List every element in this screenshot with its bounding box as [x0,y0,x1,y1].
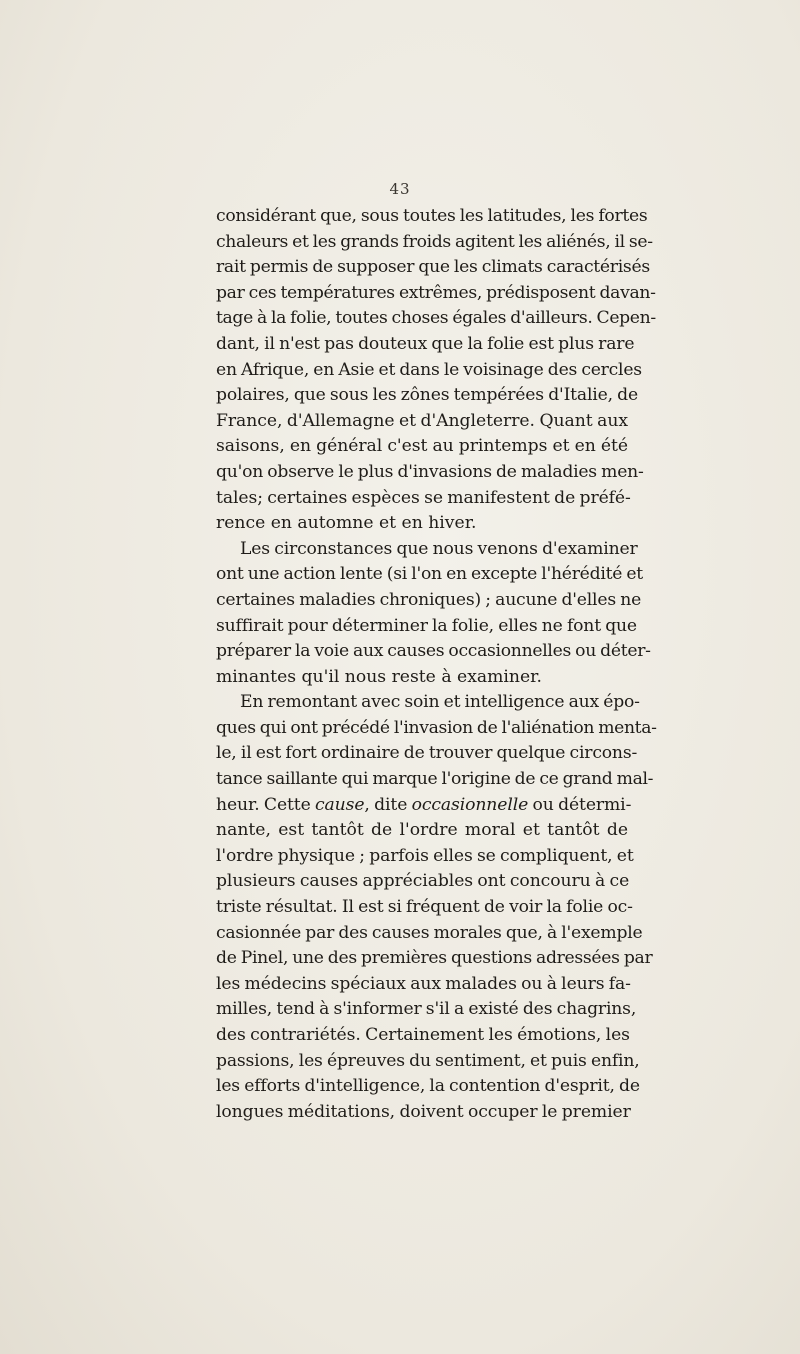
text-fragment: heur. Cette [216,794,316,815]
text-line: triste résultat. Il est si fréquent de voir la folie oc- [216,897,633,918]
text-line: France, d'Allemagne et d'Angleterre. Quant aux [216,410,628,431]
text-line: passions, les épreuves du sentiment, et puis enfin, [216,1050,640,1071]
text-fragment: ou détermi- [528,794,632,815]
text-line: par ces températures extrêmes, prédisposent davan- [216,282,656,303]
text-line: ont une action lente (si l'on en excepte l'hérédité et [216,564,643,585]
text-line: préparer la voie aux causes occasionnelles ou déter- [216,641,651,662]
page-number: 43 [389,180,411,198]
text-line: des contrariétés. Certainement les émotions, les [216,1025,630,1045]
text-line: longues méditations, doivent occuper le premier [216,1101,631,1122]
text-line: le, il est fort ordinaire de trouver quelque circons- [216,743,638,764]
body-text [216,204,657,1125]
text-line: tales; certaines espèces se manifestent de préfé- [216,487,631,508]
text-line: chaleurs et les grands froids agitent les aliénés, il se- [216,231,653,252]
emphasis-occasionnelle: occasionnelle [411,794,529,815]
text-line: en Afrique, en Asie et dans le voisinage des cercles [216,359,642,380]
paragraph-end-line: rence en automne et en hiver. [216,513,477,534]
text-line: casionnée par des causes morales que, à l'exemple [216,922,643,943]
emphasis-cause: cause [315,794,365,815]
text-line: plusieurs causes appréciables ont concouru à ce [216,871,630,892]
text-line: dant, il n'est pas douteux que la folie est plus rare [216,333,635,354]
text-line: ques qui ont précédé l'invasion de l'aliénation menta- [216,717,657,738]
text-line: polaires, que sous les zônes tempérées d'Italie, de [216,385,638,406]
text-line: les efforts d'intelligence, la contention d'esprit, de [216,1076,640,1097]
text-line: rait permis de supposer que les climats caractérisés [216,257,650,278]
text-line: l'ordre physique ; parfois elles se compliquent, et [216,845,634,866]
paragraph-start-line: En remontant avec soin et intelligence aux épo- [240,692,640,713]
text-line: certaines maladies chroniques) ; aucune d'elles ne [216,589,642,610]
text-line: considérant que, sous toutes les latitudes, les fortes [216,206,648,226]
text-line: nante, est tantôt de l'ordre moral et tantôt de [216,820,628,841]
text-line: suffirait pour déterminer la folie, elles ne font que [216,615,637,636]
text-line: tance saillante qui marque l'origine de ce grand mal- [216,769,654,790]
text-line-with-emphasis [216,793,632,819]
text-line: milles, tend à s'informer s'il a existé des chagrins, [216,999,637,1020]
text-fragment: , dite [364,794,412,815]
paragraph-end-line: minantes qu'il nous reste à examiner. [216,666,542,687]
text-line: qu'on observe le plus d'invasions de maladies men- [216,461,644,482]
text-line: saisons, en général c'est au printemps et en été [216,436,628,457]
text-line: tage à la folie, toutes choses égales d'ailleurs. Cepen- [216,308,656,329]
text-line: de Pinel, une des premières questions adressées par [216,948,653,969]
paragraph-start-line: Les circonstances que nous venons d'examiner [240,538,638,559]
text-line: les médecins spéciaux aux malades ou à leurs fa- [216,973,631,994]
